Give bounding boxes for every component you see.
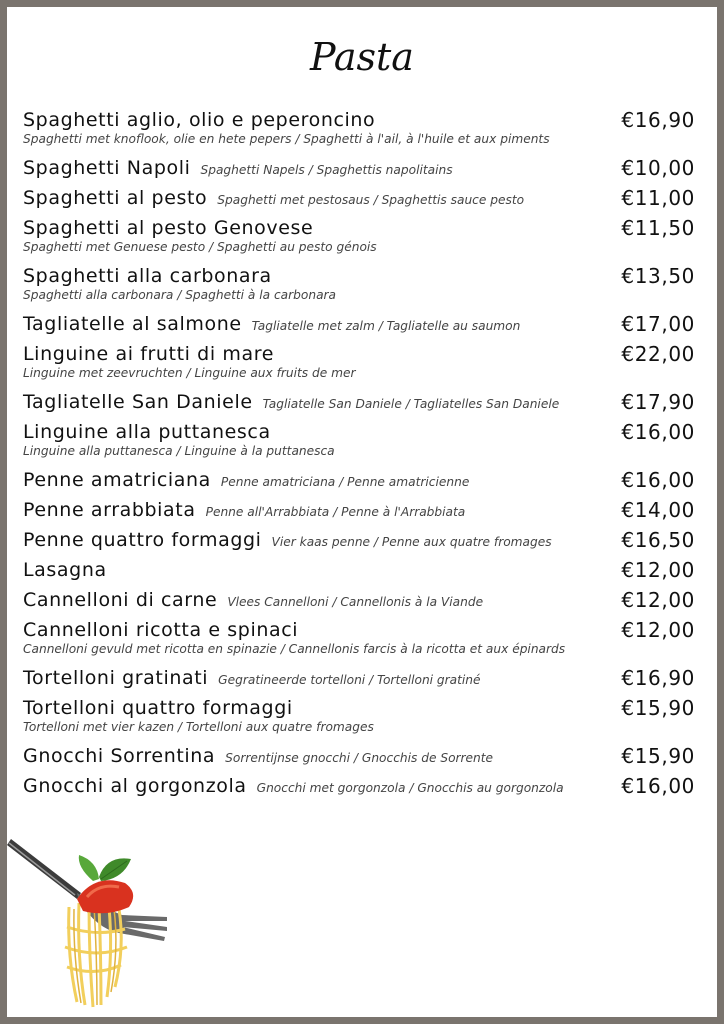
dish-price: €16,00 xyxy=(621,468,695,492)
menu-item xyxy=(23,309,695,339)
menu-item xyxy=(23,417,695,465)
dish-price: €14,00 xyxy=(621,498,695,522)
menu-item-row xyxy=(23,615,695,645)
dish-name: Linguine alla puttanesca xyxy=(23,421,271,443)
dish-description: Vlees Cannelloni / Cannellonis à la Viande xyxy=(227,595,484,609)
dish-price: €17,00 xyxy=(621,312,695,336)
dish-name: Penne arrabbiata xyxy=(23,499,196,521)
dish-description: Spaghetti met knoflook, olie en hete pepers / Spaghetti à l'ail, à l'huile et aux piments xyxy=(23,132,550,146)
menu-item xyxy=(23,339,695,387)
menu-item xyxy=(23,213,695,261)
menu-list xyxy=(23,105,695,801)
dish-name: Tagliatelle al salmone xyxy=(23,313,242,335)
dish-price: €11,50 xyxy=(621,216,695,240)
dish-price: €16,90 xyxy=(621,666,695,690)
menu-item-row xyxy=(23,153,695,183)
menu-item xyxy=(23,261,695,309)
menu-item xyxy=(23,771,695,801)
menu-item xyxy=(23,555,695,585)
dish-name: Gnocchi Sorrentina xyxy=(23,745,216,767)
dish-description: Gnocchi met gorgonzola / Gnocchis au gorgonzola xyxy=(256,781,564,795)
dish-price: €17,90 xyxy=(621,390,695,414)
menu-item xyxy=(23,153,695,183)
menu-item-row xyxy=(23,663,695,693)
menu-item xyxy=(23,585,695,615)
menu-item-row xyxy=(23,555,695,585)
menu-item-row xyxy=(23,339,695,369)
menu-item xyxy=(23,183,695,213)
dish-description: Spaghetti Napels / Spaghettis napolitains xyxy=(200,163,453,177)
menu-item xyxy=(23,465,695,495)
menu-page xyxy=(7,7,717,1017)
dish-description: Sorrentijnse gnocchi / Gnocchis de Sorrente xyxy=(225,751,494,765)
dish-description: Tortelloni met vier kazen / Tortelloni aux quatre fromages xyxy=(23,720,374,734)
menu-item-row xyxy=(23,585,695,615)
dish-description: Tagliatelle San Daniele / Tagliatelles San Daniele xyxy=(262,397,560,411)
menu-item-row xyxy=(23,213,695,243)
dish-description: Vier kaas penne / Penne aux quatre fromages xyxy=(271,535,552,549)
dish-description: Tagliatelle met zalm / Tagliatelle au saumon xyxy=(251,319,521,333)
dish-price: €16,90 xyxy=(621,108,695,132)
menu-item-row xyxy=(23,309,695,339)
dish-price: €12,00 xyxy=(621,558,695,582)
dish-description: Linguine met zeevruchten / Linguine aux fruits de mer xyxy=(23,366,356,380)
dish-name: Gnocchi al gorgonzola xyxy=(23,775,247,797)
dish-name: Cannelloni di carne xyxy=(23,589,218,611)
menu-item-row xyxy=(23,387,695,417)
dish-name: Tagliatelle San Daniele xyxy=(23,391,253,413)
menu-item-row xyxy=(23,741,695,771)
page-title: Pasta xyxy=(310,35,414,79)
dish-price: €15,90 xyxy=(621,744,695,768)
dish-price: €22,00 xyxy=(621,342,695,366)
dish-name: Spaghetti al pesto Genovese xyxy=(23,217,314,239)
dish-price: €16,00 xyxy=(621,774,695,798)
dish-price: €10,00 xyxy=(621,156,695,180)
dish-description: Spaghetti met Genuese pesto / Spaghetti au pesto génois xyxy=(23,240,377,254)
menu-item xyxy=(23,495,695,525)
menu-item-row xyxy=(23,495,695,525)
menu-item xyxy=(23,387,695,417)
menu-item-row xyxy=(23,261,695,291)
dish-description: Spaghetti alla carbonara / Spaghetti à la carbonara xyxy=(23,288,337,302)
menu-item-row xyxy=(23,525,695,555)
dish-description: Cannelloni gevuld met ricotta en spinazie / Cannellonis farcis à la ricotta et aux épinards xyxy=(23,642,566,656)
dish-price: €15,90 xyxy=(621,696,695,720)
dish-name: Spaghetti aglio, olio e peperoncino xyxy=(23,109,376,131)
dish-price: €16,50 xyxy=(621,528,695,552)
dish-description: Penne all'Arrabbiata / Penne à l'Arrabbiata xyxy=(205,505,466,519)
menu-item-row xyxy=(23,417,695,447)
dish-description: Gegratineerde tortelloni / Tortelloni gratiné xyxy=(218,673,481,687)
dish-name: Spaghetti al pesto xyxy=(23,187,208,209)
menu-item xyxy=(23,693,695,741)
menu-item-row xyxy=(23,183,695,213)
menu-item-row xyxy=(23,771,695,801)
dish-name: Penne amatriciana xyxy=(23,469,211,491)
menu-item xyxy=(23,615,695,663)
menu-item xyxy=(23,741,695,771)
dish-price: €13,50 xyxy=(621,264,695,288)
dish-name: Tortelloni gratinati xyxy=(23,667,209,689)
dish-name: Lasagna xyxy=(23,559,107,581)
dish-name: Cannelloni ricotta e spinaci xyxy=(23,619,299,641)
menu-item-row xyxy=(23,693,695,723)
menu-item xyxy=(23,105,695,153)
dish-name: Penne quattro formaggi xyxy=(23,529,262,551)
menu-item xyxy=(23,663,695,693)
dish-name: Linguine ai frutti di mare xyxy=(23,343,274,365)
dish-description: Linguine alla puttanesca / Linguine à la puttanesca xyxy=(23,444,335,458)
menu-item-row xyxy=(23,105,695,135)
dish-description: Spaghetti met pestosaus / Spaghettis sauce pesto xyxy=(217,193,525,207)
dish-name: Spaghetti Napoli xyxy=(23,157,191,179)
menu-item-row xyxy=(23,465,695,495)
menu-item xyxy=(23,525,695,555)
dish-price: €11,00 xyxy=(621,186,695,210)
pasta-fork-illustration xyxy=(7,837,207,1012)
dish-name: Tortelloni quattro formaggi xyxy=(23,697,293,719)
dish-price: €12,00 xyxy=(621,618,695,642)
dish-name: Spaghetti alla carbonara xyxy=(23,265,272,287)
dish-price: €12,00 xyxy=(621,588,695,612)
dish-description: Penne amatriciana / Penne amatricienne xyxy=(220,475,470,489)
dish-price: €16,00 xyxy=(621,420,695,444)
